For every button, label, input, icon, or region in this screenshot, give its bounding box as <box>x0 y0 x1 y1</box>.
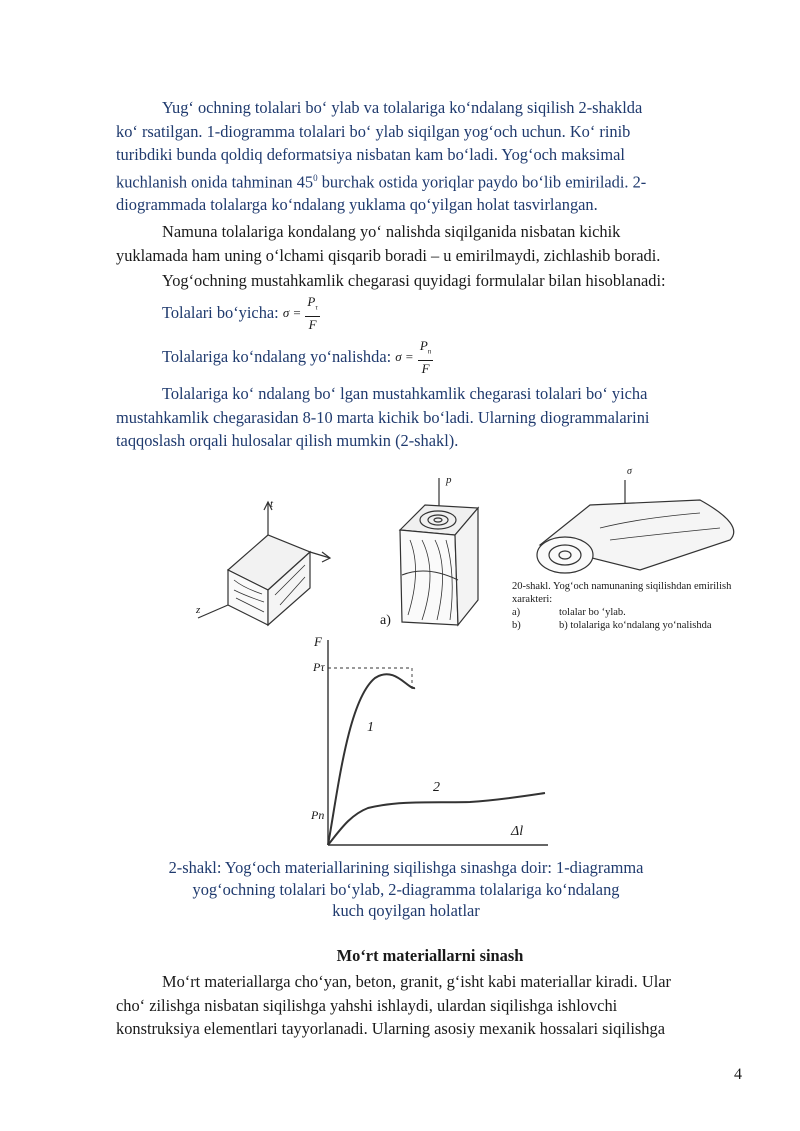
curve-2-label: 2 <box>433 780 440 795</box>
axis-z-label: z <box>196 604 201 616</box>
figure-caption <box>116 857 696 922</box>
curve-1-along-fibers <box>328 674 415 845</box>
inset-row-label: b) <box>512 620 521 631</box>
load-sigma-label: σ <box>627 466 632 477</box>
figure-caption-line: yog‘ochning tolalari bo‘ylab, 2-diagramma tolalariga ko‘ndalang <box>192 879 620 899</box>
load-p-label: p <box>446 474 452 486</box>
numerator-subscript: τ <box>315 303 318 312</box>
paragraph-1-text: burchak ostida yoriqlar paydo bo‘lib emiriladi. 2- <box>317 171 647 191</box>
inset-caption-title: 20-shakl. Yog‘och namunaning siqilishdan emirilish xarakteri: <box>512 581 732 605</box>
graph-pn-label: Pn <box>311 808 325 822</box>
inset-row-label: a) <box>512 607 521 618</box>
graph-delta-l-label: Δl <box>511 824 524 839</box>
inset-caption <box>512 580 752 632</box>
fraction-denominator: F <box>421 360 430 376</box>
paragraph-5-line: cho‘ zilishga nisbatan siqilishga yahshi ishlaydi, ulardan siqilishga ishlovchi <box>116 995 618 1015</box>
paragraph-2-line: Namuna tolalariga kondalang yo‘ nalishda siqilganida nisbatan kichik <box>162 222 621 241</box>
formula-lhs: σ = <box>282 304 302 320</box>
curve-1-label: 1 <box>367 720 374 735</box>
paragraph-2-line: yuklamada ham uning o‘lchami qisqarib boradi – u emirilmaydi, zichlashib boradi. <box>116 245 661 265</box>
section-heading: Mo‘rt materiallarni sinash <box>336 946 524 965</box>
diagram-axes <box>328 640 548 845</box>
paragraph-4-line: Tolalariga ko‘ ndalang bo‘ lgan mustahkamlik chegarasi tolalari bo‘ yicha <box>162 384 648 403</box>
numerator-subscript: n <box>427 347 432 356</box>
graph-f-label: F <box>314 634 322 649</box>
paragraph-1-line: Yug‘ ochning tolalari bo‘ ylab va tolalariga ko‘ndalang siqilish 2-shaklda <box>162 98 643 117</box>
inset-row-text: tolalar bo ‘ylab. <box>559 607 626 618</box>
paragraph-5 <box>116 970 743 1041</box>
paragraph-1-line: turibdiki bunda qoldiq deformatsiya nisbatan kam bo‘ladi. Yog‘och maksimal <box>116 145 625 164</box>
inset-caption-row <box>512 619 752 632</box>
paragraph-4-line: mustahkamlik chegarasidan 8-10 marta kichik bo‘ladi. Ularning diogrammalarini <box>116 407 650 427</box>
paragraph-1-line: ko‘ rsatilgan. 1-diogramma tolalari bo‘ ylab siqilgan yog‘och uchun. Ko‘ rinib <box>116 121 631 141</box>
figure-caption-line: 2-shakl: Yog‘och materiallarining siqilishga sinashga doir: 1-diagramma <box>168 858 644 877</box>
numerator-symbol: P <box>307 294 316 309</box>
specimen-across-fibers <box>400 478 478 625</box>
page-number: 4 <box>734 1066 742 1083</box>
paragraph-1-line: diogrammada tolalarga ko‘ndalang yuklama qo‘yilgan holat tasvirlangan. <box>116 195 598 215</box>
fraction-denominator: F <box>308 316 317 332</box>
paragraph-5-line: Mo‘rt materiallarga cho‘yan, beton, granit, g‘isht kabi materiallar kiradi. Ular <box>162 972 671 991</box>
inset-caption-row <box>512 606 752 619</box>
specimen-log <box>537 480 734 573</box>
specimen-along-fibers <box>198 502 330 625</box>
figure-caption-line: kuch qoyilgan holatlar <box>332 901 480 920</box>
graph-ptau-label: Pτ <box>313 660 325 674</box>
formula-lhs: σ = <box>395 348 414 364</box>
inset-row-text: b) tolalariga ko‘ndalang yo‘nalishda <box>559 620 712 631</box>
paragraph-4-line: taqqoslash orqali hulosalar qilish mumkin (2-shakl). <box>116 431 459 450</box>
formula-label: Tolalariga ko‘ndalang yo‘nalishda: <box>162 346 396 366</box>
formula-label: Tolalari bo‘yicha: <box>162 302 283 322</box>
paragraph-3-line: Yog‘ochning mustahkamlik chegarasi quyidagi formulalar bilan hisoblanadi: <box>162 271 666 290</box>
degree-superscript: 0 <box>313 172 318 183</box>
figure-part-a-label: a) <box>380 613 391 628</box>
numerator-symbol: P <box>419 338 428 353</box>
paragraph-5-line: konstruksiya elementlari tayyorlanadi. Ularning asosiy mexanik hossalari siqilishga <box>116 1019 665 1038</box>
paragraph-1-text: kuchlanish onida tahminan 45 <box>116 171 314 191</box>
axis-t-label: t <box>270 498 274 510</box>
